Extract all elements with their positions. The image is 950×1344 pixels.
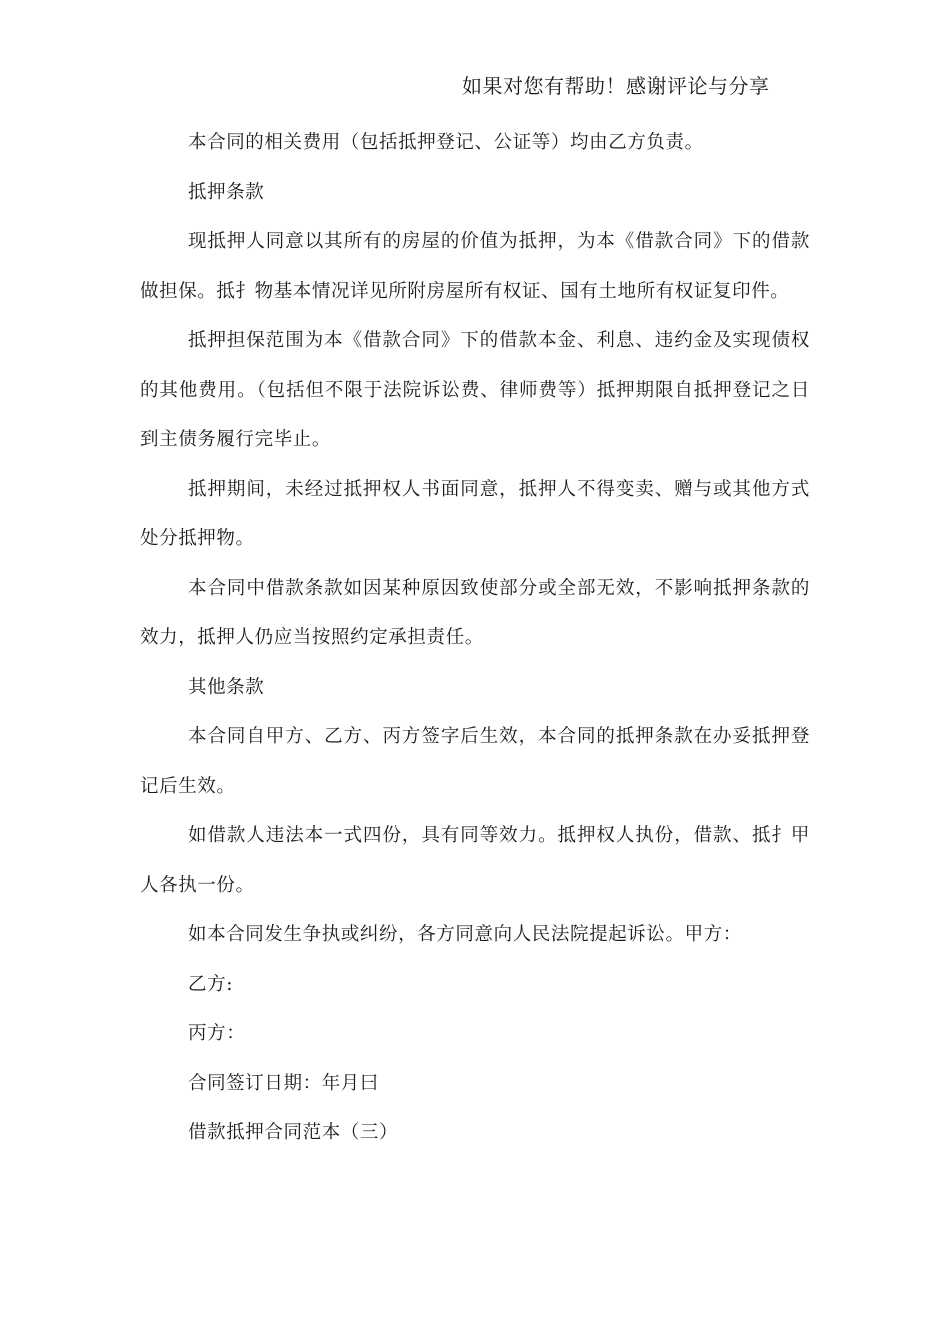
document-body [140,118,810,1158]
paragraph-fees: 本合同的相关费用（包括抵押登记、公证等）均由乙方负责。 [188,132,704,153]
section-heading-mortgage-clause: 抵押条款 [188,181,265,203]
template-title-three: 借款抵押合同范本（三） [188,1122,399,1143]
paragraph-mortgage-consent: 现抵押人同意以其所有的房屋的价值为抵押，为本《借款合同》下的借款做担保。抵扌物基本情况详见所附房屋所有权证、国有土地所有权证复印件。 [140,231,810,302]
party-c-line: 丙方： [188,1023,246,1044]
paragraph-guarantee-scope: 抵押担保范围为本《借款合同》下的借款本金、利息、违约金及实现债权的其他费用。（包括但不限于法院诉讼费、律师费等）抵押期限自抵押登记之日到主债务履行完毕止。 [140,330,810,450]
header-note: 如果对您有帮助！感谢评论与分享 [462,74,770,98]
party-b-line: 乙方: [188,973,234,995]
paragraph-effective: 本合同自甲方、乙方、丙方签字后生效，本合同的抵押条款在办妥抵押登记后生效。 [140,726,810,797]
paragraph-mortgage-period: 抵押期间，未经过抵押权人书面同意，抵押人不得变卖、赠与或其他方式处分抵押物。 [140,478,810,549]
paragraph-copies: 如借款人违法本一式四份，具有同等效力。抵押权人执份，借款、抵扌甲人各执一份。 [140,825,810,896]
paragraph-validity: 本合同中借款条款如因某种原因致使部分或全部无效，不影响抵押条款的效力，抵押人仍应当按照约定承担责任。 [140,577,810,648]
section-heading-other-clauses: 其他条款 [188,676,265,698]
paragraph-dispute: 如本合同发生争执或纠纷，各方同意向人民法院提起诉讼。甲方： [188,924,742,945]
signing-date-line: 合同签订日期：年月曰 [188,1072,380,1094]
